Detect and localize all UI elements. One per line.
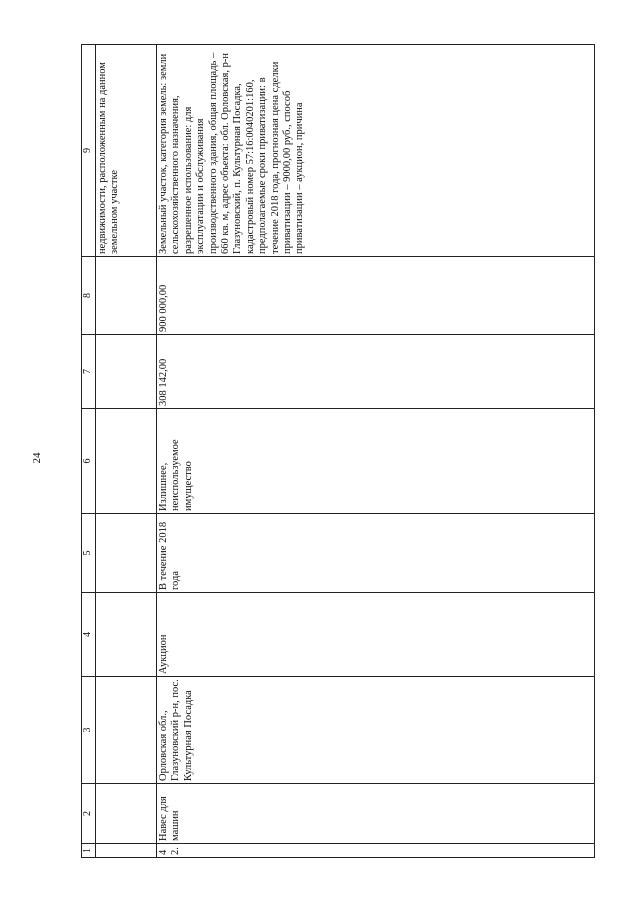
table-cell xyxy=(96,593,157,677)
value-7-cell: 308 142,00 xyxy=(157,335,595,409)
column-number: 6 xyxy=(82,409,96,514)
column-number: 9 xyxy=(82,45,96,257)
continuation-row xyxy=(96,45,157,858)
table-cell xyxy=(96,677,157,784)
table-cell xyxy=(96,844,157,858)
object-name-cell: Навес для машин xyxy=(157,784,595,844)
page-number: 24 xyxy=(31,452,43,464)
continuation-note-cell: недвижимости, расположенным на данном земельном участке xyxy=(96,45,157,257)
column-number: 7 xyxy=(82,335,96,409)
table-cell xyxy=(96,514,157,593)
table-row xyxy=(157,45,595,858)
column-number: 3 xyxy=(82,677,96,784)
column-number-row xyxy=(82,45,96,858)
term-cell: В течение 2018 года xyxy=(157,514,595,593)
method-cell: Аукцион xyxy=(157,593,595,677)
table-cell xyxy=(96,409,157,514)
column-number: 5 xyxy=(82,514,96,593)
column-number: 8 xyxy=(82,257,96,335)
table-container xyxy=(81,45,593,858)
value-8-cell: 900 000,00 xyxy=(157,257,595,335)
table-cell xyxy=(96,257,157,335)
table-cell xyxy=(96,335,157,409)
column-number: 4 xyxy=(82,593,96,677)
reason-cell: Излишнее, неиспользуемое имущество xyxy=(157,409,595,514)
row-number-cell: 42. xyxy=(157,844,595,858)
address-cell: Орловская обл., Глазуновский р-н, пос. Культурная Посадка xyxy=(157,677,595,784)
column-number: 1 xyxy=(82,844,96,858)
privatization-table xyxy=(81,44,595,858)
note-cell: Земельный участок, категория земель: земли сельскохозяйственного назначения, разрешенное использование: для эксплуатации и обслуживания производственного здания, общая площадь – 660 кв. м, адрес объекта: обл. Орловская, р-н Глазуновский, п. Культурная Посадка, кадастровый номер 57:16:0040201:160, предполагаемые сроки приватизации: в течение 2018 года, прогнозная цена сделки приватизации – 9000,00 руб., способ приватизации – аукцион, причина xyxy=(157,45,595,257)
table-rotated xyxy=(81,45,593,858)
table-cell xyxy=(96,784,157,844)
column-number: 2 xyxy=(82,784,96,844)
